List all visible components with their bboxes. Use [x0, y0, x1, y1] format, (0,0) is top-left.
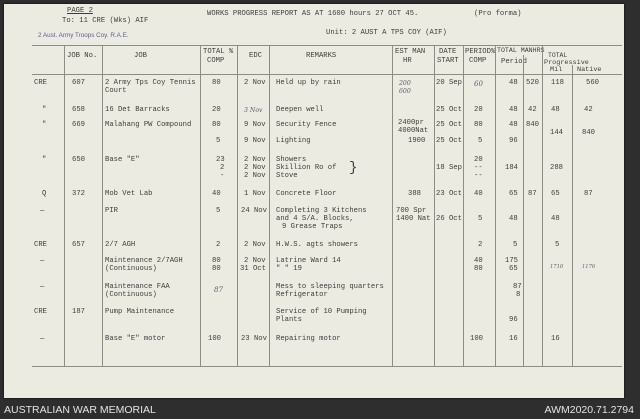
row-remarks: H.W.S. agts showers — [276, 241, 358, 249]
row-est: 600 — [399, 88, 411, 95]
row-job: Court — [105, 87, 127, 95]
row-progressive-mil: 5 — [555, 241, 560, 249]
row-total: 80 — [212, 257, 221, 265]
row-remarks: Held up by rain — [276, 79, 341, 87]
col-period-comp-2: COMP — [469, 57, 487, 65]
row-ref: — — [40, 335, 45, 343]
row-edc: 9 Nov — [244, 121, 266, 129]
row-ref: — — [40, 257, 45, 265]
row-edc: 3 Nov — [244, 107, 263, 114]
col-date-start-1: DATE — [439, 48, 457, 56]
row-period: 48 — [509, 79, 518, 87]
col-total-label: TOTAL — [548, 52, 568, 59]
row-edc: 2 Nov — [244, 156, 266, 164]
pro-forma-label: (Pro forma) — [474, 10, 522, 18]
row-native: 42 — [584, 106, 593, 114]
row-job: 2/7 AGH — [105, 241, 136, 249]
row-ref: CRE — [34, 308, 47, 316]
row-period: 65 — [509, 265, 518, 273]
row-est: 2400pr — [398, 119, 424, 127]
col-divider — [237, 45, 238, 366]
row-remarks: Security Fence — [276, 121, 337, 129]
col-progressive: Progressive — [544, 59, 589, 67]
row-start: 18 Sep — [436, 164, 462, 172]
col-total-comp-1: TOTAL % — [203, 48, 234, 56]
row-remarks: Repairing motor — [276, 335, 341, 343]
row-period: 184 — [505, 164, 518, 172]
row-native: 87 — [584, 190, 593, 198]
row-job-no: 372 — [72, 190, 85, 198]
row-remarks: Latrine Ward 14 — [276, 257, 341, 265]
col-divider — [64, 45, 65, 366]
row-ref: " — [42, 156, 47, 164]
row-total: 2 — [220, 164, 225, 172]
col-divider — [434, 45, 435, 366]
row-total: 80 — [212, 79, 221, 87]
col-divider — [102, 45, 103, 366]
col-job: JOB — [134, 52, 147, 60]
row-pct: 2 — [478, 241, 483, 249]
row-remarks: and 4 S/A. Blocks, — [276, 215, 354, 223]
row-total: 100 — [208, 335, 221, 343]
report-title: WORKS PROGRESS REPORT AS AT 1600 hours 27 OCT 45. — [207, 10, 419, 18]
col-divider — [495, 45, 496, 366]
col-divider — [269, 45, 270, 366]
row-progressive-mil: 118 — [551, 79, 564, 87]
row-total: 23 — [216, 156, 225, 164]
row-progressive-mil: 144 — [550, 129, 563, 137]
row-edc: 2 Nov — [244, 172, 266, 180]
document-sheet — [4, 4, 624, 398]
col-divider — [200, 45, 201, 366]
row-ref: " — [42, 121, 47, 129]
col-remarks: REMARKS — [306, 52, 337, 60]
row-pct: 40 — [474, 190, 483, 198]
row-job: Maintenance FAA — [105, 283, 170, 291]
row-remarks: Plants — [276, 316, 302, 324]
row-remarks: Refrigerator — [276, 291, 328, 299]
col-est-man-hr-1: EST MAN — [395, 48, 426, 56]
col-divider — [542, 45, 543, 366]
archive-id: AWM2020.71.2794 — [544, 404, 634, 416]
row-edc: 24 Nov — [241, 207, 267, 215]
col-total-comp-2: COMP — [207, 57, 225, 65]
row-total: 80 — [212, 121, 221, 129]
row-remarks: Deepen well — [276, 106, 324, 114]
row-mil: 520 — [526, 79, 539, 87]
col-divider — [463, 45, 464, 366]
row-period: 48 — [509, 106, 518, 114]
row-edc: 2 Nov — [244, 257, 266, 265]
row-period: 96 — [509, 316, 518, 324]
row-job-no: 607 — [72, 79, 85, 87]
row-period: 48 — [509, 121, 518, 129]
row-total: - — [220, 172, 225, 180]
col-job-no: JOB No. — [67, 52, 98, 60]
row-total: 80 — [212, 265, 221, 273]
row-start: 20 Sep — [436, 79, 462, 87]
row-total: 5 — [216, 207, 221, 215]
row-est: 388 — [408, 190, 421, 198]
row-progressive-mil: 48 — [551, 215, 560, 223]
unit-label: Unit: 2 AUST A TPS COY (AIF) — [326, 29, 447, 37]
row-job: PIR — [105, 207, 118, 215]
row-start: 23 Oct — [436, 190, 462, 198]
row-ref: CRE — [34, 241, 47, 249]
row-edc: 2 Nov — [244, 79, 266, 87]
brace: } — [349, 160, 358, 176]
row-pct: 60 — [474, 80, 483, 88]
table-bottom-rule — [32, 366, 622, 367]
row-pct: 20 — [474, 106, 483, 114]
col-mil: Mil — [550, 66, 563, 74]
row-remarks: Service of 10 Pumping — [276, 308, 367, 316]
row-job-no: 650 — [72, 156, 85, 164]
row-edc: 2 Nov — [244, 164, 266, 172]
row-start: 26 Oct — [436, 215, 462, 223]
row-mil: 840 — [526, 121, 539, 129]
row-period: 8 — [516, 291, 521, 299]
row-job: (Continuous) — [105, 291, 157, 299]
row-mil: 87 — [528, 190, 537, 198]
row-native: 560 — [586, 79, 599, 87]
row-start: 25 Oct — [436, 106, 462, 114]
row-pct: -- — [474, 164, 483, 172]
row-total: 2 — [216, 241, 221, 249]
row-period: 48 — [509, 215, 518, 223]
row-remarks: Mess to sleeping quarters — [276, 283, 384, 291]
row-start: 25 Oct — [436, 121, 462, 129]
row-progressive-mil: 1710 — [550, 264, 564, 270]
row-remarks: Completing 3 Kitchens — [276, 207, 367, 215]
header-bottom-rule — [32, 74, 622, 75]
col-edc: EDC — [249, 52, 262, 60]
row-pct: 80 — [474, 265, 483, 273]
row-remarks: 9 Grease Traps — [282, 223, 343, 231]
col-date-start-2: START — [437, 57, 459, 65]
row-est: 1400 Nat — [396, 215, 431, 223]
row-period: 87 — [513, 283, 522, 291]
row-job: Maintenance 2/7AGH — [105, 257, 183, 265]
row-job: (Continuous) — [105, 265, 157, 273]
row-job: 16 Det Barracks — [105, 106, 170, 114]
row-est: 1900 — [408, 137, 426, 145]
row-total: 87 — [214, 286, 223, 294]
row-job: Mob Vet Lab — [105, 190, 153, 198]
row-est: 4000Nat — [398, 127, 429, 135]
col-est-man-hr-2: HR — [403, 57, 412, 65]
row-period: 65 — [509, 190, 518, 198]
row-progressive-mil: 48 — [551, 106, 560, 114]
row-est: 200 — [399, 80, 411, 87]
row-progressive-mil: 65 — [551, 190, 560, 198]
page-number: PAGE 2 — [67, 7, 93, 15]
row-job: Base "E" — [105, 156, 140, 164]
row-remarks: Lighting — [276, 137, 311, 145]
recipient: To: 11 CRE (Wks) AIF — [62, 17, 149, 25]
row-native: 840 — [582, 129, 595, 137]
row-remarks: Stove — [276, 172, 298, 180]
row-start: 25 Oct — [436, 137, 462, 145]
row-native: 1176 — [582, 264, 596, 270]
row-pct: 80 — [474, 121, 483, 129]
row-pct: 100 — [470, 335, 483, 343]
row-job: Malahang PW Compound — [105, 121, 192, 129]
col-divider — [572, 65, 573, 366]
row-edc: 9 Nov — [244, 137, 266, 145]
row-total: 20 — [212, 106, 221, 114]
row-period: 175 — [505, 257, 518, 265]
row-job-no: 657 — [72, 241, 85, 249]
row-progressive-mil: 16 — [551, 335, 560, 343]
row-job-no: 658 — [72, 106, 85, 114]
row-job-no: 669 — [72, 121, 85, 129]
col-total-manhrs: TOTAL MANHRS — [497, 47, 545, 54]
row-ref: Q — [42, 190, 47, 198]
col-divider — [392, 45, 393, 366]
row-edc: 31 Oct — [240, 265, 266, 273]
row-remarks: Skillion Ro of — [276, 164, 337, 172]
row-est: 700 Spr — [396, 207, 427, 215]
row-edc: 1 Nov — [244, 190, 266, 198]
header-top-rule — [32, 45, 622, 46]
row-ref: — — [40, 283, 45, 291]
col-period: Period — [501, 58, 527, 66]
row-remarks: Showers — [276, 156, 307, 164]
unit-stamp: 2 Aust. Army Troops Coy. R.A.E. — [38, 32, 129, 39]
row-edc: 2 Nov — [244, 241, 266, 249]
row-job: 2 Army Tps Coy Tennis — [105, 79, 196, 87]
row-ref: CRE — [34, 79, 47, 87]
row-total: 40 — [212, 190, 221, 198]
col-native: Native — [577, 66, 602, 74]
row-progressive-mil: 288 — [550, 164, 563, 172]
archive-name: AUSTRALIAN WAR MEMORIAL — [4, 404, 156, 416]
row-period: 96 — [509, 137, 518, 145]
row-edc: 23 Nov — [241, 335, 267, 343]
row-pct: 40 — [474, 257, 483, 265]
row-pct: 5 — [478, 215, 483, 223]
row-total: 5 — [216, 137, 221, 145]
row-remarks: " " 19 — [276, 265, 302, 273]
row-period: 16 — [509, 335, 518, 343]
row-ref: " — [42, 106, 47, 114]
row-pct: 20 — [474, 156, 483, 164]
row-mil: 42 — [528, 106, 537, 114]
row-period: 5 — [513, 241, 518, 249]
row-job-no: 187 — [72, 308, 85, 316]
archive-footer — [0, 400, 640, 419]
col-period-comp-1: PERIOD% — [465, 48, 496, 56]
row-ref: — — [40, 207, 45, 215]
row-pct: -- — [474, 172, 483, 180]
row-remarks: Concrete Floor — [276, 190, 337, 198]
row-job: Base "E" motor — [105, 335, 166, 343]
row-job: Pump Maintenance — [105, 308, 175, 316]
row-pct: 5 — [478, 137, 483, 145]
col-divider — [523, 55, 524, 366]
